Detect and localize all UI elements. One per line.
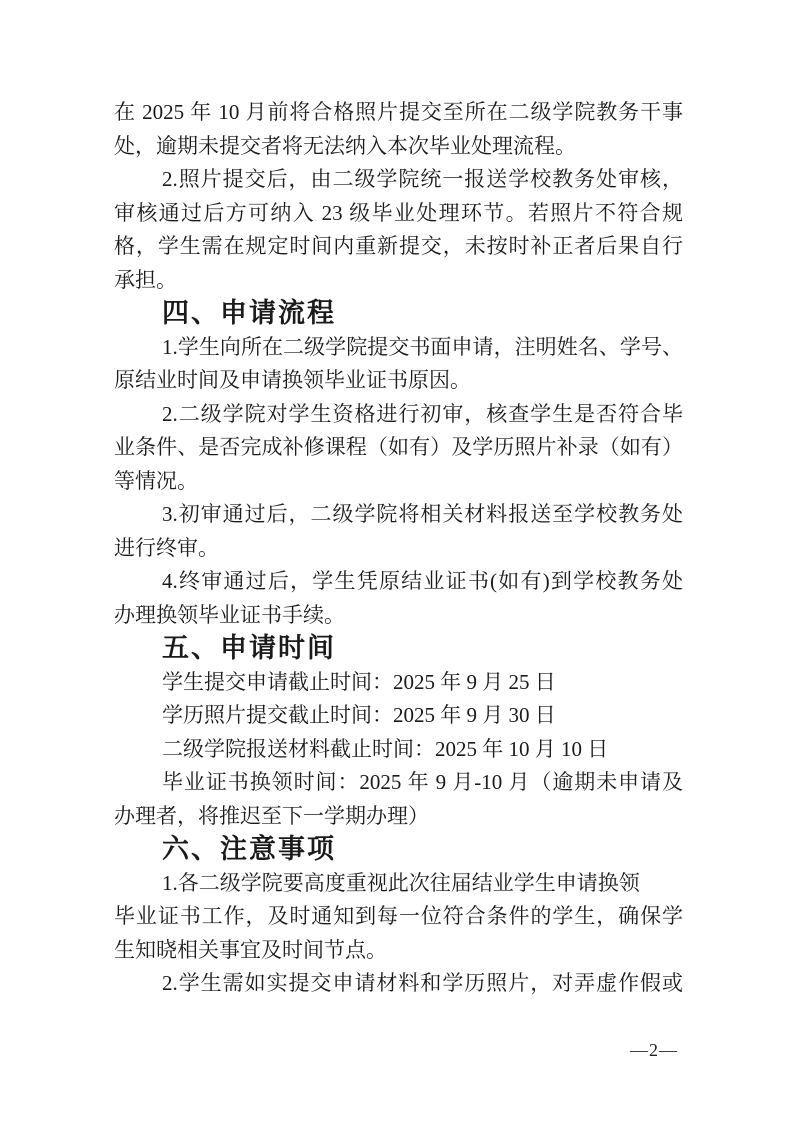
document-line: 格，学生需在规定时间内重新提交，未按时补正者后果自行 [114,234,683,258]
document-line: 3.初审通过后，二级学院将相关材料报送至学校教务处 [162,502,683,526]
document-line: 审核通过后方可纳入 23 级毕业处理环节。若照片不符合规 [114,200,683,225]
document-line: 进行终审。 [114,535,219,560]
section-heading: 四、申请流程 [162,298,336,328]
document-line: 1.各二级学院要高度重视此次往届结业学生申请换领 [162,870,640,895]
document-line: 学生提交申请截止时间：2025 年 9 月 25 日 [162,669,556,694]
document-line: 原结业时间及申请换领毕业证书原因。 [114,368,471,392]
document-line: 生知晓相关事宜及时间节点。 [114,937,387,962]
document-line: 1.学生向所在二级学院提交书面申请，注明姓名、学号、 [162,334,683,359]
document-line: 学历照片提交截止时间：2025 年 9 月 30 日 [162,703,556,727]
document-line: 处，逾期未提交者将无法纳入本次毕业处理流程。 [114,133,576,158]
document-line: 2.照片提交后，由二级学院统一报送学校教务处审核， [162,167,683,191]
document-line: 毕业证书换领时间：2025 年 9 月-10 月（逾期未申请及 [162,770,683,794]
document-line: 业条件、是否完成补修课程（如有）及学历照片补录（如有） [114,435,683,459]
section-heading: 五、申请时间 [162,633,336,663]
section-heading: 六、注意事项 [162,834,336,864]
document-line: 毕业证书工作，及时通知到每一位符合条件的学生，确保学 [114,904,683,928]
document-line: 办理换领毕业证书手续。 [114,602,345,627]
document-line: 等情况。 [114,468,198,493]
document-line: 二级学院报送材料截止时间：2025 年 10 月 10 日 [162,736,609,761]
document-line: 承担。 [114,267,177,292]
document-line: 在 2025 年 10 月前将合格照片提交至所在二级学院教务干事 [114,100,683,124]
document-line: 4.终审通过后，学生凭原结业证书(如有)到学校教务处 [162,569,683,593]
document-line: 2.二级学院对学生资格进行初审，核查学生是否符合毕 [162,401,683,426]
document-line: 2.学生需如实提交申请材料和学历照片，对弄虚作假或 [162,971,683,995]
document-body [114,96,683,1001]
document-line: 办理者，将推迟至下一学期办理） [114,803,429,828]
page-number: —2— [630,1040,678,1060]
